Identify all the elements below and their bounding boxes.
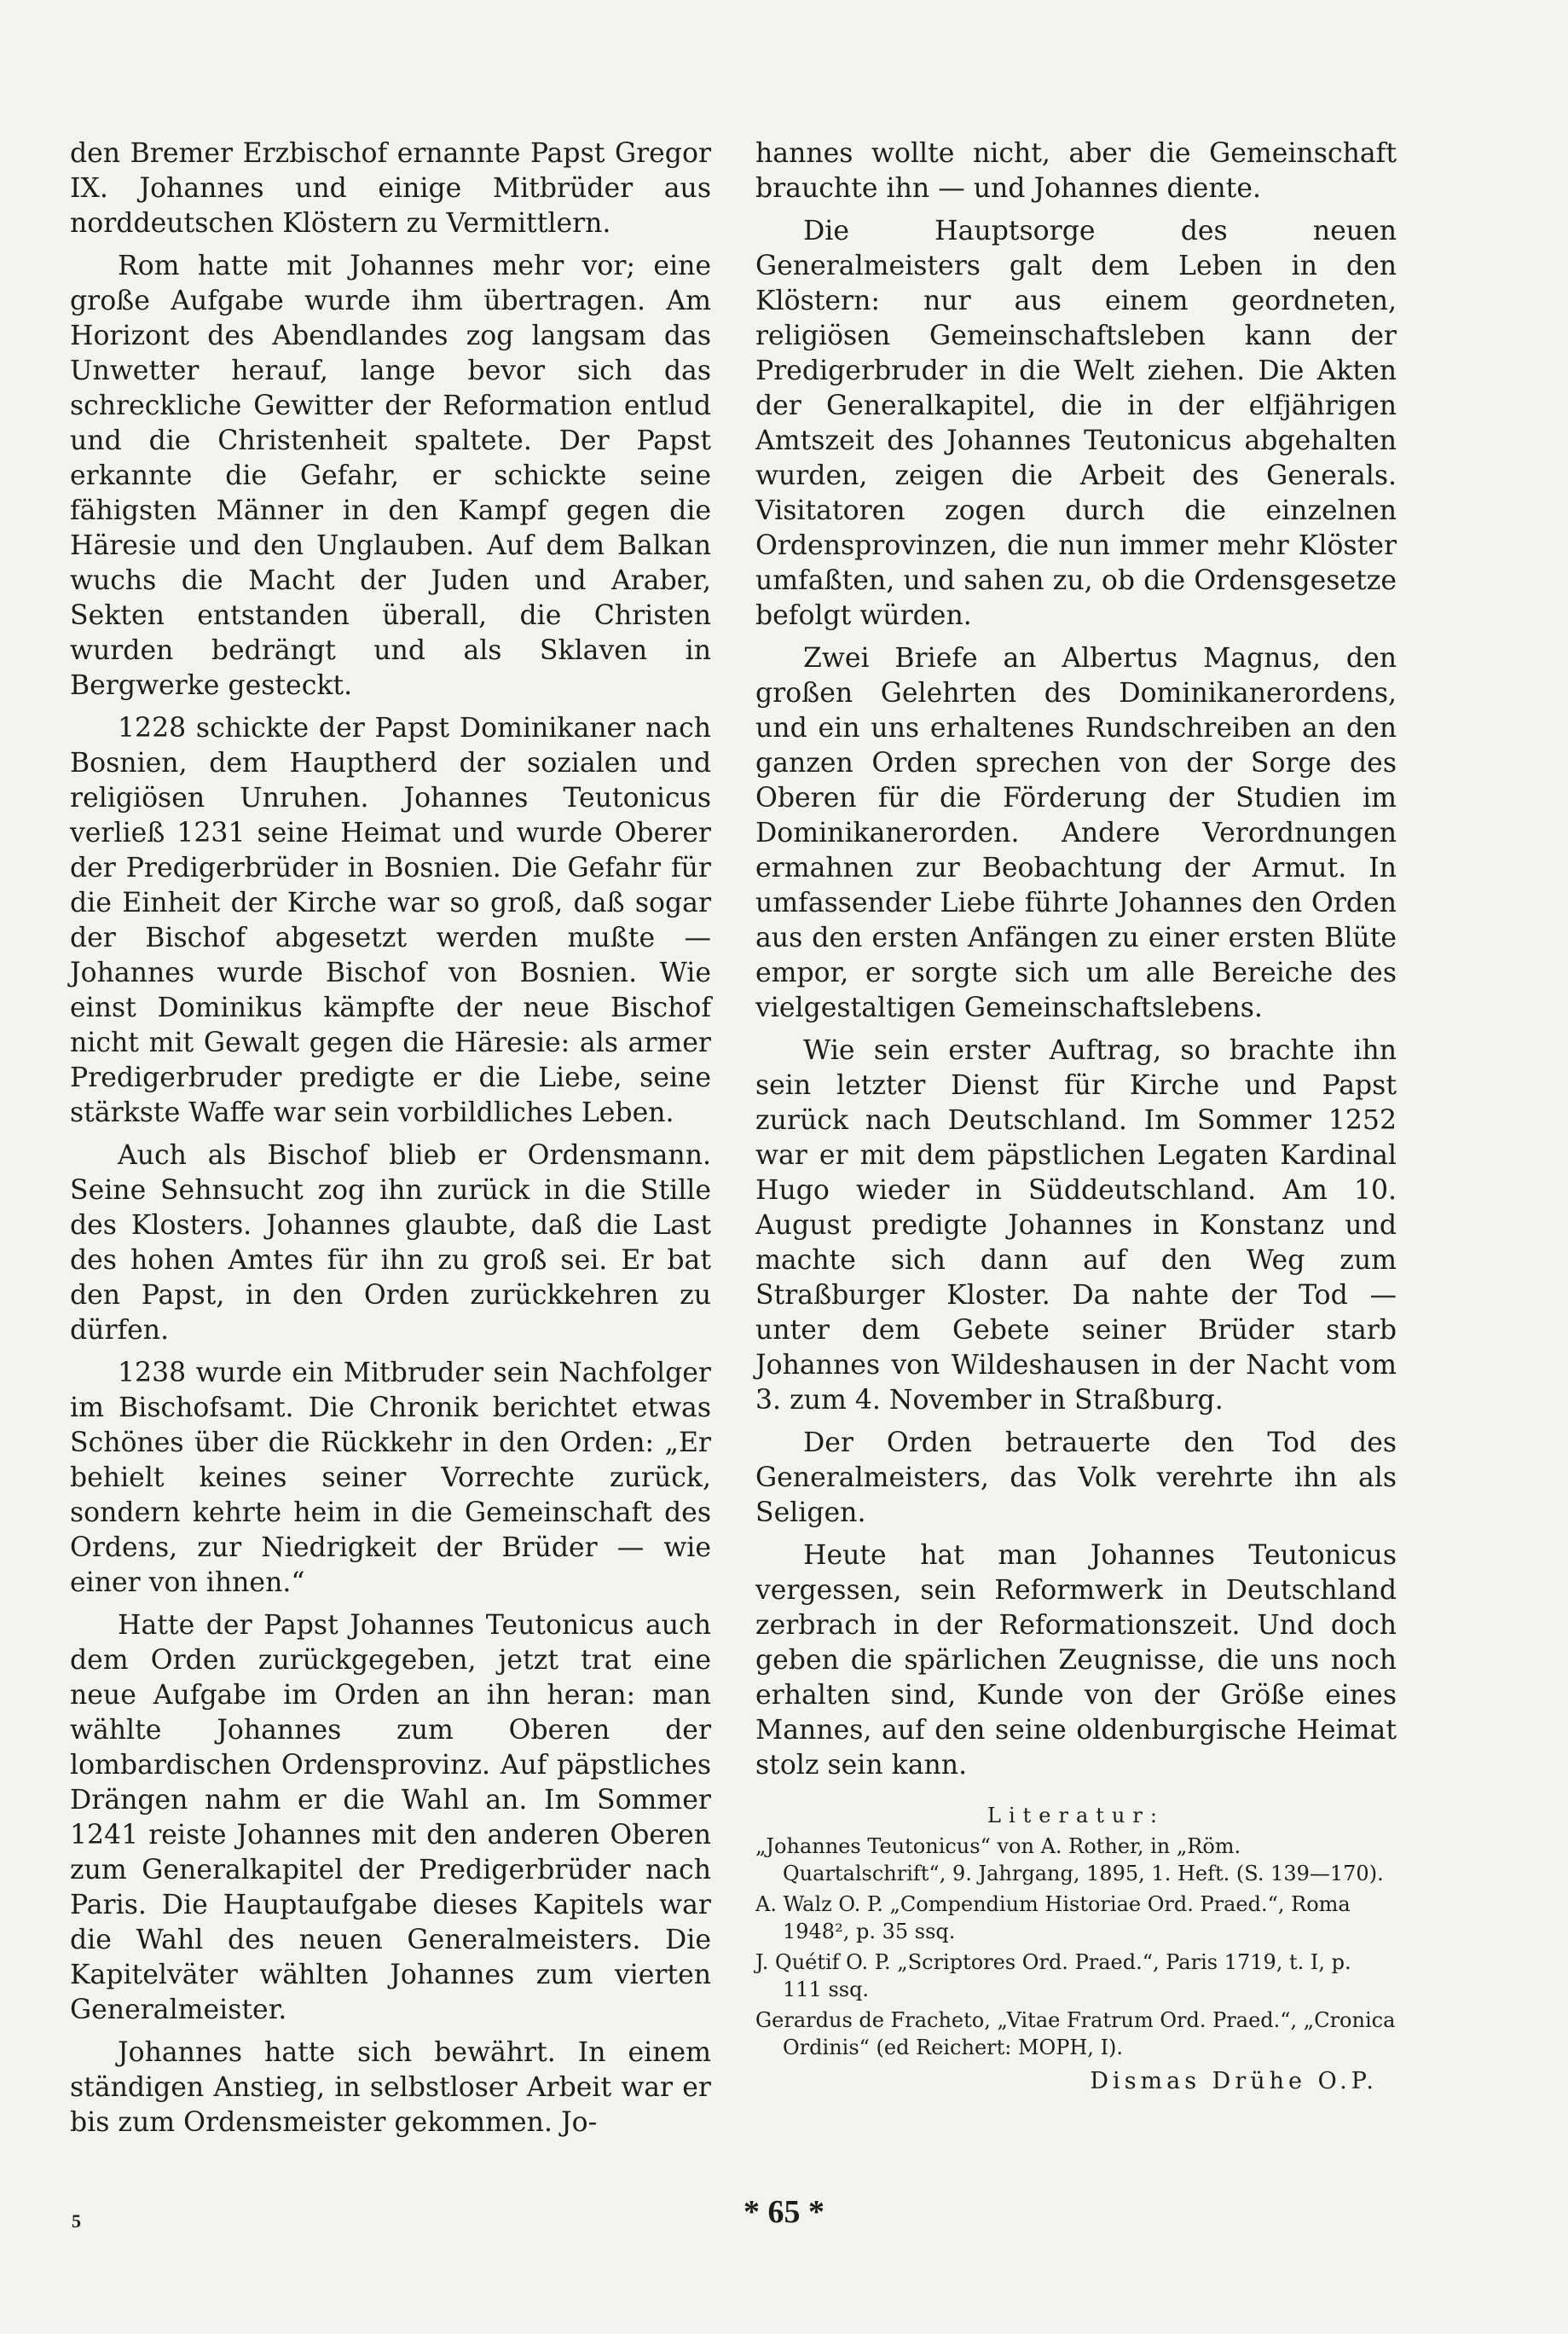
- paragraph: Rom hatte mit Johannes mehr vor; eine große Aufgabe wurde ihm übertragen. Am Horizont des Abendlandes zog langsam das Unwetter herauf, lange bevor sich das schreckliche Gewitter der Reformation entlud und die Christenheit spaltete. Der Papst erkannte die Gefahr, er schickte seine fähigsten Männer in den Kampf gegen die Häresie und den Unglauben. Auf dem Balkan wuchs die Macht der Juden und Araber, Sekten entstanden überall, die Christen wurden bedrängt und als Sklaven in Bergwerke gesteckt.: [70, 251, 711, 701]
- page-number: * 65 *: [743, 2194, 825, 2230]
- paragraph: 1238 wurde ein Mitbruder sein Nachfolger im Bischofsamt. Die Chronik berichtet etwas Schönes über die Rückkehr in den Orden: „Er behielt keines seiner Vorrechte zurück, sondern kehrte heim in die Gemeinschaft des Ordens, zur Niedrigkeit der Brüder — wie einer von ihnen.“: [70, 1358, 711, 1598]
- literature-entry: A. Walz O. P. „Compendium Historiae Ord. Praed.“, Roma 1948², p. 35 ssq.: [755, 1892, 1351, 1943]
- paragraph: 1228 schickte der Papst Dominikaner nach Bosnien, dem Hauptherd der sozialen und religiösen Unruhen. Johannes Teutonicus verließ 1231 seine Heimat und wurde Oberer der Predigerbrüder in Bosnien. Die Gefahr für die Einheit der Kirche war so groß, daß sogar der Bischof abgesetzt werden mußte — Johannes wurde Bischof von Bosnien. Wie einst Dominikus kämpfte der neue Bischof nicht mit Gewalt gegen die Häresie: als armer Predigerbruder predigte er die Liebe, seine stärkste Waffe war sein vorbildliches Leben.: [70, 713, 711, 1128]
- paragraph: Hatte der Papst Johannes Teutonicus auch dem Orden zurückgegeben, jetzt trat eine neue Aufgabe im Orden an ihn heran: man wählte Johannes zum Oberen der lombardischen Ordensprovinz. Auf päpstliches Drängen nahm er die Wahl an. Im Sommer 1241 reiste Johannes mit den anderen Oberen zum Generalkapitel der Predigerbrüder nach Paris. Die Hauptaufgabe dieses Kapitels war die Wahl des neuen Generalmeisters. Die Kapitelväter wählten Johannes zum vierten Generalmeister.: [70, 1610, 711, 2025]
- paragraph: hannes wollte nicht, aber die Gemeinschaft brauchte ihn — und Johannes diente.: [755, 138, 1397, 204]
- literature-heading: Literatur:: [987, 1804, 1165, 1827]
- paragraph: Johannes hatte sich bewährt. In einem ständigen Anstieg, in selbstloser Arbeit war er bis zum Ordensmeister gekommen. Jo-: [70, 2037, 711, 2138]
- paragraph: Wie sein erster Auftrag, so brachte ihn sein letzter Dienst für Kirche und Papst zurück nach Deutschland. Im Sommer 1252 war er mit dem päpstlichen Legaten Kardinal Hugo wieder in Süddeutschland. Am 10. August predigte Johannes in Konstanz und machte sich dann auf den Weg zum Straßburger Kloster. Da nahte der Tod — unter dem Gebete seiner Brüder starb Johannes von Wildeshausen in der Nacht vom 3. zum 4. November in Straßburg.: [755, 1035, 1397, 1416]
- paragraph: Auch als Bischof blieb er Ordensmann. Seine Sehnsucht zog ihn zurück in die Stille des Klosters. Johannes glaubte, daß die Last des hohen Amtes für ihn zu groß sei. Er bat den Papst, in den Orden zurückkehren zu dürfen.: [70, 1140, 711, 1346]
- literature-entry: Gerardus de Fracheto, „Vitae Fratrum Ord. Praed.“, „Cronica Ordinis“ (ed Reichert: MOPH, I).: [755, 2008, 1396, 2059]
- paragraph: Zwei Briefe an Albertus Magnus, den großen Gelehrten des Dominikanerordens, und ein uns erhaltenes Rundschreiben an den ganzen Orden sprechen von der Sorge des Oberen für die Förderung der Studien im Dominikanerorden. Andere Verordnungen ermahnen zur Beobachtung der Armut. In umfassender Liebe führte Johannes den Orden aus den ersten Anfängen zu einer ersten Blüte empor, er sorgte sich um alle Bereiche des vielgestaltigen Gemeinschaftslebens.: [755, 643, 1397, 1023]
- literature-list: [755, 1833, 1397, 2061]
- signature-mark: 5: [72, 2210, 81, 2232]
- paragraph: Die Hauptsorge des neuen Generalmeisters galt dem Leben in den Klöstern: nur aus einem geordneten, religiösen Gemeinschaftsleben kann der Predigerbruder in die Welt ziehen. Die Akten der Generalkapitel, die in der elfjährigen Amtszeit des Johannes Teutonicus abgehalten wurden, zeigen die Arbeit des Generals. Visitatoren zogen durch die einzelnen Ordensprovinzen, die nun immer mehr Klöster umfaßten, und sahen zu, ob die Ordensgesetze befolgt würden.: [755, 216, 1397, 631]
- paragraph: den Bremer Erzbischof ernannte Papst Gregor IX. Johannes und einige Mitbrüder aus norddeutschen Klöstern zu Vermittlern.: [70, 138, 711, 239]
- left-column: [70, 136, 711, 2148]
- paragraph: Heute hat man Johannes Teutonicus vergessen, sein Reformwerk in Deutschland zerbrach in der Reformationszeit. Und doch geben die spärlichen Zeugnisse, die uns noch erhalten sind, Kunde von der Größe eines Mannes, auf den seine oldenburgische Heimat stolz sein kann.: [755, 1540, 1397, 1781]
- paragraph: Der Orden betrauerte den Tod des Generalmeisters, das Volk verehrte ihn als Seligen.: [755, 1428, 1397, 1528]
- literature-entry: „Johannes Teutonicus“ von A. Rother, in „Röm. Quartalschrift“, 9. Jahrgang, 1895, 1. Heft. (S. 139—170).: [755, 1834, 1384, 1885]
- literature-entry: J. Quétif O. P. „Scriptores Ord. Praed.“, Paris 1719, t. I, p. 111 ssq.: [755, 1950, 1351, 2001]
- right-column: [755, 136, 1397, 2097]
- author-signature: Dismas Drühe O.P.: [1090, 2068, 1378, 2094]
